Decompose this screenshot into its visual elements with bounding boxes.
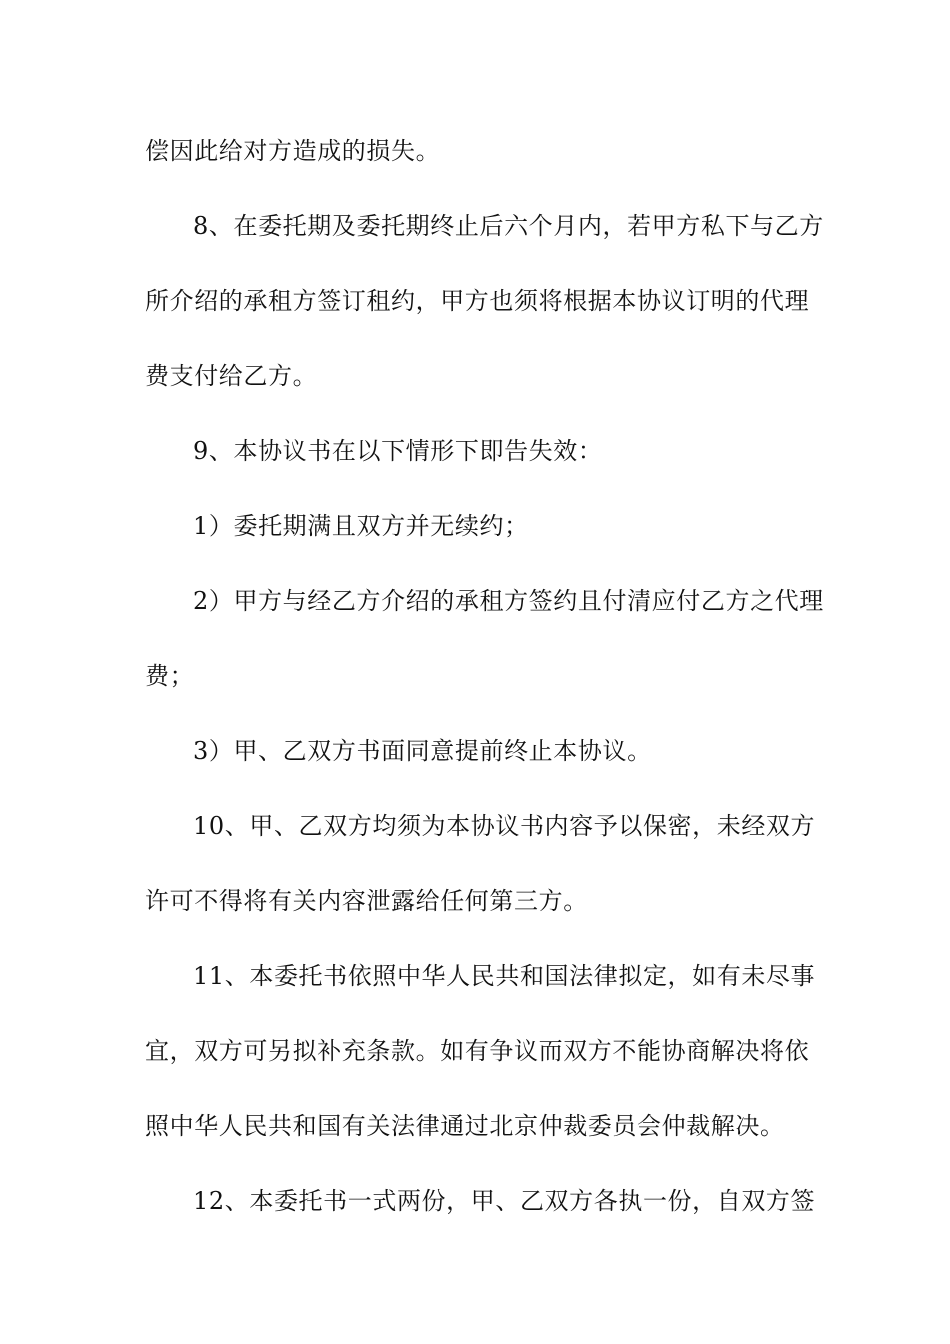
- text-line: 费；: [145, 662, 195, 690]
- text-line: 费支付给乙方。: [145, 362, 318, 390]
- clause-12-line: 12、本委托书一式两份，甲、乙双方各执一份，自双方签: [193, 1187, 816, 1215]
- clause-9-item-2: 2）甲方与经乙方介绍的承租方签约且付清应付乙方之代理: [193, 587, 824, 615]
- clause-9-item-3: 3）甲、乙双方书面同意提前终止本协议。: [193, 737, 652, 765]
- text-line: 照中华人民共和国有关法律通过北京仲裁委员会仲裁解决。: [145, 1112, 785, 1140]
- clause-11-line: 11、本委托书依照中华人民共和国法律拟定，如有未尽事: [193, 962, 816, 990]
- text-line: 宜，双方可另拟补充条款。如有争议而双方不能协商解决将依: [145, 1037, 810, 1065]
- clause-8-line: 8、在委托期及委托期终止后六个月内，若甲方私下与乙方: [193, 212, 824, 240]
- clause-9-item-1: 1）委托期满且双方并无续约；: [193, 512, 529, 540]
- text-line: 偿因此给对方造成的损失。: [145, 137, 441, 165]
- clause-9-line: 9、本协议书在以下情形下即告失效：: [193, 437, 603, 465]
- text-line: 许可不得将有关内容泄露给任何第三方。: [145, 887, 588, 915]
- text-line: 所介绍的承租方签订租约，甲方也须将根据本协议订明的代理: [145, 287, 810, 315]
- clause-10-line: 10、甲、乙双方均须为本协议书内容予以保密，未经双方: [193, 812, 816, 840]
